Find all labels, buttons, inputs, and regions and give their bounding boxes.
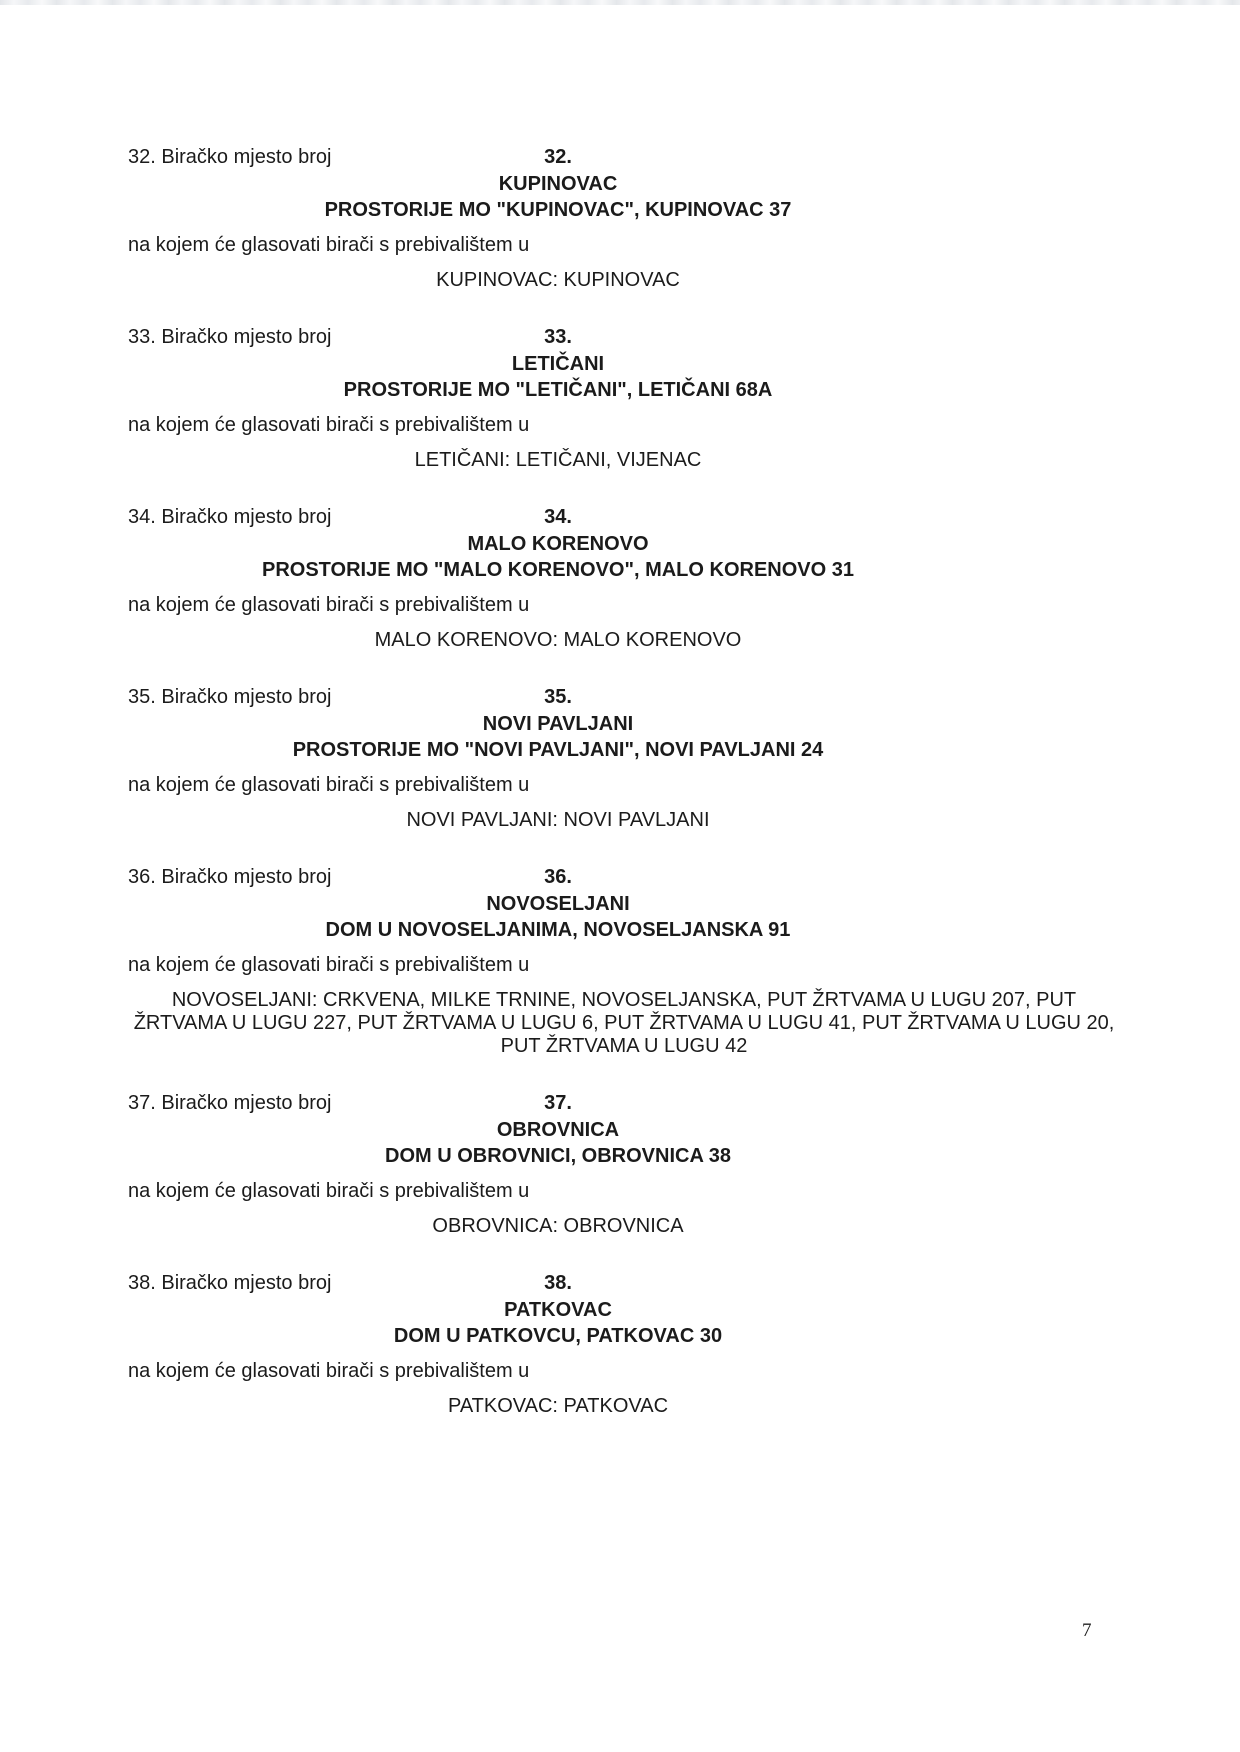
polling-station-section-38 — [128, 1272, 1120, 1418]
intro-text: na kojem će glasovati birači s prebivalištem u — [128, 774, 530, 796]
station-premises: DOM U PATKOVCU, PATKOVAC 30 — [393, 1325, 723, 1347]
station-name: LETIČANI — [511, 353, 605, 375]
station-header-row — [128, 686, 1120, 709]
station-number-label: 37. Biračko mjesto broj — [128, 1092, 332, 1114]
intro-text: na kojem će glasovati birači s prebivalištem u — [128, 1180, 530, 1202]
station-area: KUPINOVAC: KUPINOVAC — [436, 269, 680, 291]
station-name: OBROVNICA — [496, 1119, 620, 1141]
station-name: NOVI PAVLJANI — [482, 713, 634, 735]
station-number: 35. — [544, 686, 572, 708]
station-area: MALO KORENOVO: MALO KORENOVO — [374, 629, 742, 651]
station-header-row — [128, 326, 1120, 349]
station-area: NOVI PAVLJANI: NOVI PAVLJANI — [406, 809, 710, 831]
station-premises: PROSTORIJE MO "MALO KORENOVO", MALO KORENOVO 31 — [262, 559, 854, 581]
station-premises: PROSTORIJE MO "NOVI PAVLJANI", NOVI PAVLJANI 24 — [292, 739, 824, 761]
station-name: MALO KORENOVO — [467, 533, 649, 555]
station-area: PATKOVAC: PATKOVAC — [447, 1395, 669, 1417]
polling-station-section-32 — [128, 146, 1120, 292]
page-content — [128, 146, 1120, 1452]
station-header-row — [128, 146, 1120, 169]
intro-text: na kojem će glasovati birači s prebivalištem u — [128, 594, 530, 616]
page-number: 7 — [1082, 1620, 1092, 1641]
station-name: PATKOVAC — [504, 1299, 612, 1321]
station-number-label: 35. Biračko mjesto broj — [128, 686, 332, 708]
station-number-label: 34. Biračko mjesto broj — [128, 506, 332, 528]
station-number-label: 36. Biračko mjesto broj — [128, 866, 332, 888]
station-number-label: 38. Biračko mjesto broj — [128, 1272, 332, 1294]
polling-station-section-35 — [128, 686, 1120, 832]
station-area: LETIČANI: LETIČANI, VIJENAC — [414, 449, 702, 471]
polling-station-section-33 — [128, 326, 1120, 472]
station-number-label: 32. Biračko mjesto broj — [128, 146, 332, 168]
station-premises: PROSTORIJE MO "KUPINOVAC", KUPINOVAC 37 — [324, 199, 792, 221]
station-number: 36. — [544, 866, 572, 888]
polling-station-section-34 — [128, 506, 1120, 652]
station-name: KUPINOVAC — [498, 173, 618, 195]
station-number: 33. — [544, 326, 572, 348]
intro-text: na kojem će glasovati birači s prebivalištem u — [128, 954, 530, 976]
station-number: 34. — [544, 506, 572, 528]
station-number: 37. — [544, 1092, 572, 1114]
scan-edge-artifact — [0, 0, 1240, 5]
station-premises: DOM U OBROVNICI, OBROVNICA 38 — [385, 1145, 731, 1167]
station-header-row — [128, 506, 1120, 529]
station-header-row — [128, 1092, 1120, 1115]
intro-text: na kojem će glasovati birači s prebivalištem u — [128, 1360, 530, 1382]
station-premises: DOM U NOVOSELJANIMA, NOVOSELJANSKA 91 — [325, 919, 791, 941]
station-premises: PROSTORIJE MO "LETIČANI", LETIČANI 68A — [343, 379, 773, 401]
station-area: OBROVNICA: OBROVNICA — [432, 1215, 684, 1237]
intro-text: na kojem će glasovati birači s prebivalištem u — [128, 414, 530, 436]
station-header-row — [128, 866, 1120, 889]
station-number: 32. — [544, 146, 572, 168]
station-number-label: 33. Biračko mjesto broj — [128, 326, 332, 348]
polling-station-section-37 — [128, 1092, 1120, 1238]
station-header-row — [128, 1272, 1120, 1295]
station-number: 38. — [544, 1272, 572, 1294]
station-area: NOVOSELJANI: CRKVENA, MILKE TRNINE, NOVOSELJANSKA, PUT ŽRTVAMA U LUGU 207, PUT ŽRTVAMA U LUGU 227, PUT ŽRTVAMA U LUGU 6, PUT ŽRTVAMA U LUGU 41, PUT ŽRTVAMA U LUGU 20, PUT ŽRTVAMA U LUGU 42 — [133, 989, 1115, 1057]
intro-text: na kojem će glasovati birači s prebivalištem u — [128, 234, 530, 256]
polling-station-section-36 — [128, 866, 1120, 1058]
station-name: NOVOSELJANI — [486, 893, 630, 915]
